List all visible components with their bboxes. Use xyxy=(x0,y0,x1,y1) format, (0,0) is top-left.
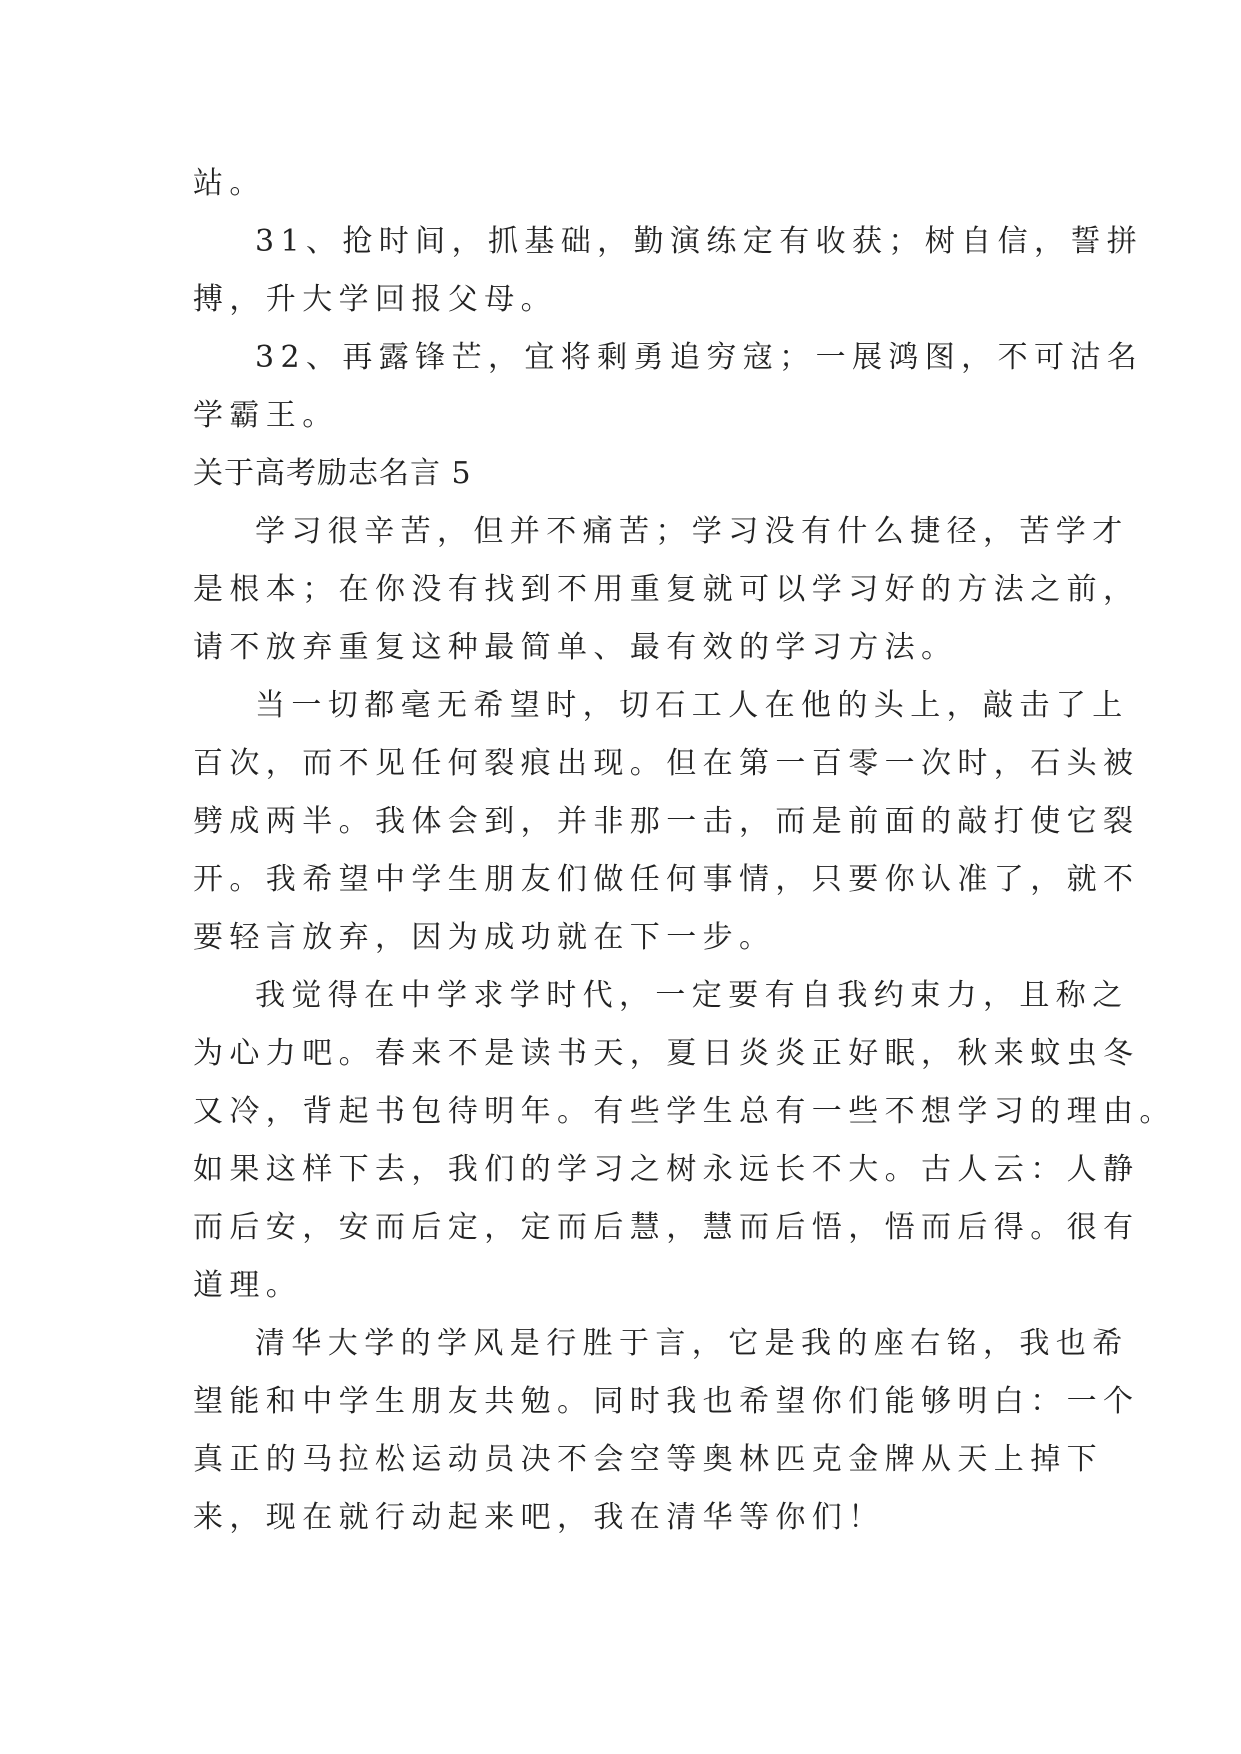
text-line: 要轻言放弃，因为成功就在下一步。 xyxy=(193,920,776,955)
text-line: 为心力吧。春来不是读书天，夏日炎炎正好眠，秋来蚊虫冬 xyxy=(193,1036,1140,1071)
text-line: 站。 xyxy=(193,166,266,201)
text-line: 32、再露锋芒，宜将剩勇追穷寇；一展鸿图，不可沽名 xyxy=(255,340,1144,375)
text-line: 来，现在就行动起来吧，我在清华等你们！ xyxy=(193,1500,885,1535)
text-line: 真正的马拉松运动员决不会空等奥林匹克金牌从天上掉下 xyxy=(193,1442,1103,1477)
text-line: 清华大学的学风是行胜于言，它是我的座右铭，我也希 xyxy=(255,1326,1129,1361)
text-line: 我觉得在中学求学时代，一定要有自我约束力，且称之 xyxy=(255,978,1129,1013)
text-line: 是根本；在你没有找到不用重复就可以学习好的方法之前， xyxy=(193,572,1140,607)
text-line: 道理。 xyxy=(193,1268,303,1303)
text-line: 搏，升大学回报父母。 xyxy=(193,282,557,317)
text-line: 请不放弃重复这种最简单、最有效的学习方法。 xyxy=(193,630,958,665)
text-line: 百次，而不见任何裂痕出现。但在第一百零一次时，石头被 xyxy=(193,746,1140,781)
text-line: 而后安，安而后定，定而后慧，慧而后悟，悟而后得。很有 xyxy=(193,1210,1140,1245)
text-line: 如果这样下去，我们的学习之树永远长不大。古人云：人静 xyxy=(193,1152,1140,1187)
text-line: 学习很辛苦，但并不痛苦；学习没有什么捷径，苦学才 xyxy=(255,514,1129,549)
text-line: 望能和中学生朋友共勉。同时我也希望你们能够明白：一个 xyxy=(193,1384,1140,1419)
text-line: 学霸王。 xyxy=(193,398,339,433)
text-line: 又冷，背起书包待明年。有些学生总有一些不想学习的理由。 xyxy=(193,1094,1176,1129)
text-line: 劈成两半。我体会到，并非那一击，而是前面的敲打使它裂 xyxy=(193,804,1140,839)
text-line: 31、抢时间，抓基础，勤演练定有收获；树自信，誓拼 xyxy=(255,224,1144,259)
text-line: 开。我希望中学生朋友们做任何事情，只要你认准了，就不 xyxy=(193,862,1140,897)
section-heading: 关于高考励志名言 5 xyxy=(193,456,472,491)
text-line: 当一切都毫无希望时，切石工人在他的头上，敲击了上 xyxy=(255,688,1129,723)
